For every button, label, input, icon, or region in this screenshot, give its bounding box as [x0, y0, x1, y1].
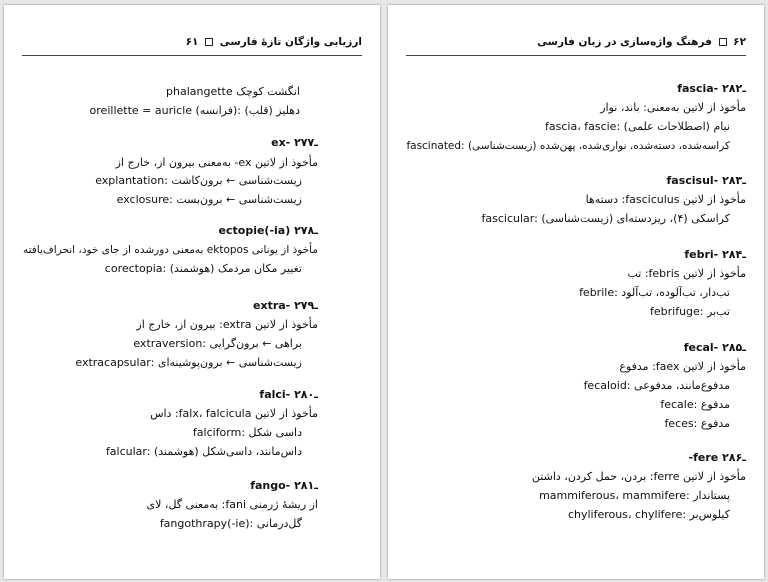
- entry-line: fascicular: کراسکی (۴)، ریزدسته‌ای (زیست‌شناسی): [481, 212, 730, 225]
- entry-heading: fango- ـ۲۸۱: [250, 479, 318, 492]
- entry-line: مأخوذ از لاتین extra: بیرون از، خارج از: [136, 318, 318, 331]
- entry-line: extracapsular: زیست‌شناسی ← برون‌پوشینه‌ای: [75, 356, 302, 369]
- entry-line: مأخوذ از لاتین falx، falcicula: داس: [150, 407, 318, 420]
- entry-line: falcular: داس‌مانند، داسی‌شکل (هوشمند): [105, 445, 302, 458]
- right-running-head-title: فرهنگ واژه‌سازی در زبان فارسی: [537, 36, 712, 48]
- entry-line: febrile: تب‌دار، تب‌آلوده، تب‌آلود: [579, 286, 730, 299]
- left-running-head: [22, 36, 362, 52]
- square-separator-icon: [719, 38, 727, 46]
- entry-line: مأخوذ از لاتین به‌معنی: باند، نوار: [600, 101, 746, 114]
- entry-line: exclosure: زیست‌شناسی ← برون‌بست: [116, 193, 302, 206]
- entry-line: مأخوذ از یونانی ektopos به‌معنی دورشده از جای خود، انحراف‌یافته: [22, 244, 318, 256]
- entry-line: fecaloid: مدفوع‌مانند، مدفوعی: [583, 379, 730, 392]
- entry-line: mammiferous، mammifere: پستاندار: [539, 489, 730, 502]
- entry-line: explantation: زیست‌شناسی ← برون‌کاشت: [95, 174, 302, 187]
- entry-line: chyliferous، chylifere: کیلوس‌بر: [567, 508, 730, 521]
- entry-line: مأخوذ از لاتین fasciculus: دسته‌ها: [585, 193, 746, 206]
- square-separator-icon: [205, 38, 213, 46]
- left-page-number: ۶۱: [185, 36, 199, 48]
- entry-heading: ex- ـ۲۷۷: [271, 136, 318, 149]
- entry-heading: -fere ـ۲۸۶: [688, 451, 746, 464]
- right-running-head: [406, 36, 746, 52]
- left-page: [4, 5, 380, 579]
- entry-line: phalangette انگشت کوچک: [166, 85, 300, 98]
- entry-line: مأخوذ از لاتین ex- به‌معنی بیرون از، خارج از: [115, 156, 318, 169]
- entry-line: fecale: مدفوع: [660, 398, 730, 411]
- entry-line: corectopia: تغییر مکان مردمک (هوشمند): [104, 262, 302, 275]
- entry-line: febrifuge: تب‌بر: [650, 305, 730, 318]
- entry-line: مأخوذ از لاتین ferre: بردن، حمل کردن، داشتن: [531, 470, 746, 483]
- right-head-rule: [406, 55, 746, 56]
- left-running-head-title: ارزیابی واژگان تازهٔ فارسی: [219, 36, 362, 48]
- entry-line: مأخوذ از لاتین febris: تب: [627, 267, 746, 280]
- entry-heading: ectopie(-ia) ـ۲۷۸: [218, 224, 318, 237]
- entry-line: fascinated: کراسه‌شده، دسته‌شده، نواری‌شده، پهن‌شده (زیست‌شناسی): [406, 140, 730, 152]
- right-page: [388, 5, 764, 579]
- entry-heading: fascisul- ـ۲۸۳: [666, 174, 746, 187]
- entry-line: extraversion: براهی ← برون‌گرایی: [133, 337, 302, 350]
- right-page-number: ۶۲: [733, 36, 746, 48]
- entry-heading: febri- ـ۲۸۴: [684, 248, 746, 261]
- entry-line: مأخوذ از لاتین faex: مدفوع: [619, 360, 746, 373]
- entry-heading: fascia- ـ۲۸۲: [677, 82, 746, 95]
- entry-heading: falci- ـ۲۸۰: [259, 388, 318, 401]
- entry-heading: extra- ـ۲۷۹: [253, 299, 318, 312]
- entry-line: oreillette = auricle (فرانسه): دهلیز (قلب): [89, 104, 300, 117]
- entry-line: از ریشهٔ ژرمنی fani: به‌معنی گل، لای: [146, 498, 318, 511]
- left-head-rule: [22, 55, 362, 56]
- entry-line: fangothrapy(-ie): گل‌درمانی: [159, 517, 302, 530]
- entry-line: feces: مدفوع: [664, 417, 730, 430]
- entry-line: fascia، fascie: نیام (اصطلاحات علمی): [545, 120, 730, 133]
- entry-line: falciform: داسی شکل: [192, 426, 302, 439]
- entry-heading: fecal- ـ۲۸۵: [683, 341, 746, 354]
